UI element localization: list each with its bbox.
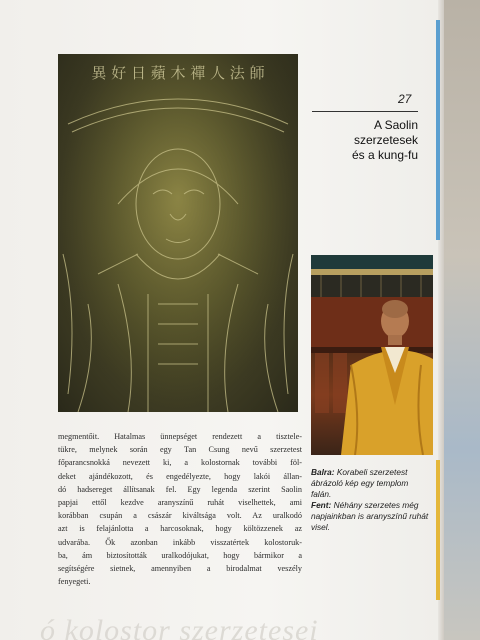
caption-above-label: Fent: — [311, 500, 332, 510]
page-edge-stripe-yellow — [436, 460, 440, 600]
chapter-title-line: A Saolin — [373, 118, 418, 132]
caption-above-text: Néhány szerzetes még napjainkban is aranyszínű ruhát visel. — [311, 500, 429, 532]
body-line: főparancsnokká nevezett ki, a kolostornak további föl- — [58, 458, 302, 468]
stone-rubbing-image — [58, 54, 298, 412]
body-line: papjai ettől kezdve aranyszínű ruhát viselhettek, ami — [58, 498, 302, 508]
caption-left-text: Korabeli szerzetest ábrázoló kép egy templom falán. — [311, 467, 409, 499]
chapter-title-line: és a kung-fu — [351, 148, 418, 162]
show-through-text: ó kolostor szerzetesei — [40, 614, 319, 640]
body-text — [58, 430, 302, 588]
caption-left — [311, 467, 429, 500]
caption-above — [311, 500, 429, 533]
rubbing-inscription: 異 好 日 蘋 木 禪 人 法 師 — [91, 64, 265, 82]
photo-captions — [311, 467, 429, 533]
title-rule — [312, 111, 418, 112]
body-line: udvarába. Ők azonban inkább visszatértek kolostoruk- — [58, 537, 302, 547]
body-line: dó hadsereget állítsanak fel. Egy legenda szerint Saolin — [58, 484, 302, 494]
chapter-title — [306, 118, 418, 163]
body-line: ba, ám biztosították uralkodójukat, hogy bármikor a — [58, 550, 302, 560]
chapter-title-line: szerzetesek — [353, 133, 418, 147]
body-line: deket ajándékozott, és engedélyezte, hogy lakói állan- — [58, 471, 302, 481]
body-line: segítségére sietnek, amennyiben a birodalmat veszély — [58, 564, 302, 574]
body-line: megmentőit. Hatalmas ünnepséget rendezett a tisztele- — [58, 432, 302, 441]
monk-photo — [311, 255, 433, 455]
body-line: tükre, melynek során egy Tan Csung nevű szerzetest — [58, 445, 302, 455]
body-line: korábban csupán a császár kiváltsága volt. Az uralkodó — [58, 511, 302, 521]
adjacent-page — [444, 0, 480, 640]
page-edge-stripe-blue — [436, 20, 440, 240]
caption-left-label: Balra: — [311, 467, 335, 477]
body-line: fenyegeti. — [58, 577, 91, 587]
page-number: 27 — [398, 92, 412, 106]
body-line: azt is felajánlotta a harcosoknak, hogy költözzenek az — [58, 524, 302, 534]
